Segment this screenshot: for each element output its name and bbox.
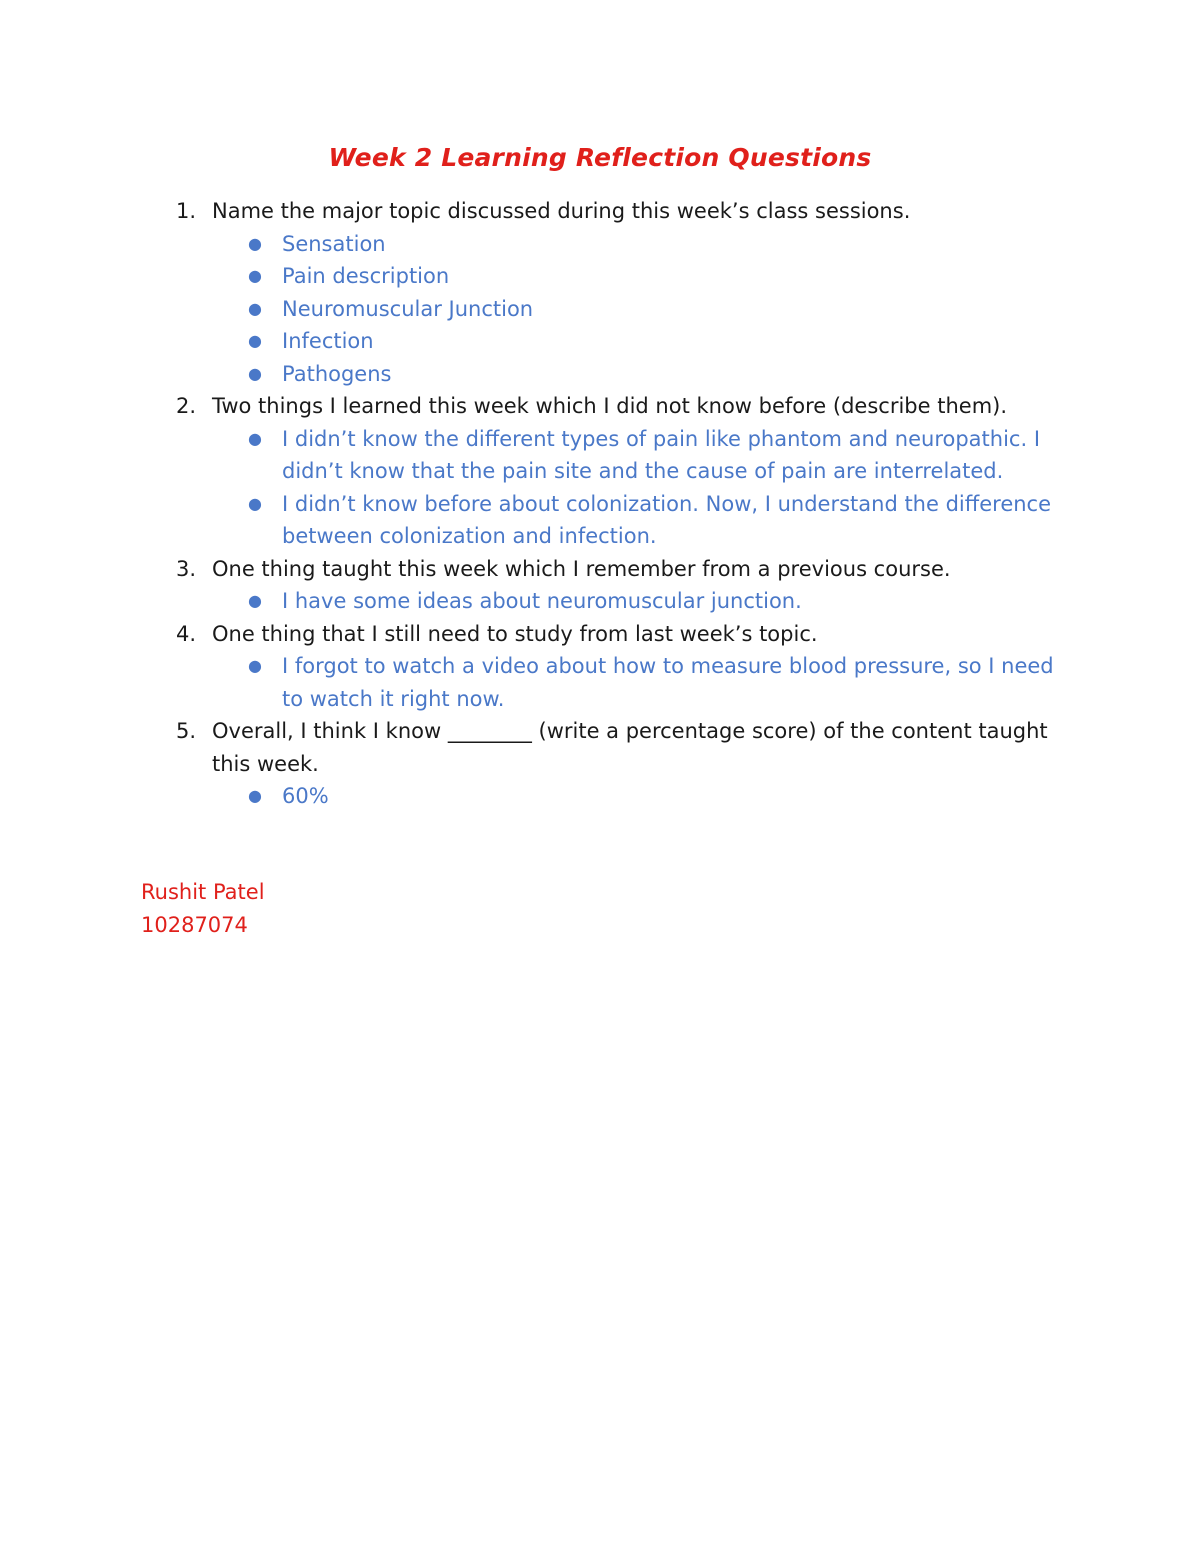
document-title: Week 2 Learning Reflection Questions — [328, 143, 872, 172]
answer-item — [170, 650, 1070, 715]
bullet-dot-icon: ● — [248, 591, 262, 610]
question-1 — [170, 195, 1070, 228]
answer-item — [170, 293, 1070, 326]
answer-item — [170, 488, 1070, 553]
bullet-dot-icon: ● — [248, 363, 262, 383]
answer-item — [170, 780, 1070, 813]
question-2 — [170, 390, 1070, 423]
bullet-dot-icon: ● — [248, 656, 262, 675]
answer-text: I forgot to watch a video about how to measure blood pressure, so I need to watch it right now. — [282, 654, 1054, 711]
question-number: 3. — [176, 556, 197, 581]
answer-text: I didn’t know the different types of pain like phantom and neuropathic. I didn’t know that the pain site and the cause of pain are interrelated. — [282, 426, 1041, 483]
answer-text: Neuromuscular Junction — [282, 296, 534, 321]
answer-item — [170, 325, 1070, 358]
answer-text: I have some ideas about neuromuscular junction. — [282, 589, 802, 613]
author-name: Rushit Patel — [141, 880, 265, 904]
answer-text: Pain description — [282, 264, 450, 288]
bullet-dot-icon: ● — [248, 428, 262, 448]
question-text: Two things I learned this week which I did not know before (describe them). — [212, 394, 1008, 418]
answer-item — [170, 358, 1070, 391]
question-number: 5. — [176, 719, 197, 743]
question-text: One thing taught this week which I remember from a previous course. — [212, 556, 951, 581]
answer-text: Infection — [282, 329, 374, 353]
bullet-dot-icon: ● — [248, 298, 262, 318]
answer-item — [170, 585, 1070, 618]
answer-list-2 — [170, 423, 1070, 553]
bullet-dot-icon: ● — [248, 233, 262, 253]
answer-item — [170, 423, 1070, 488]
question-4 — [170, 618, 1070, 651]
question-number: 1. — [176, 199, 197, 223]
bullet-dot-icon: ● — [248, 786, 262, 805]
bullet-dot-icon: ● — [248, 331, 262, 350]
answer-list-5 — [170, 780, 1070, 813]
answer-list-3 — [170, 585, 1070, 618]
answer-list-4 — [170, 650, 1070, 715]
answer-item — [170, 228, 1070, 261]
question-3 — [170, 553, 1070, 586]
question-text: One thing that I still need to study from last week’s topic. — [212, 621, 818, 646]
question-list — [170, 195, 1070, 813]
bullet-dot-icon: ● — [248, 493, 262, 513]
bullet-dot-icon: ● — [248, 266, 262, 285]
question-text: Overall, I think I know ________ (write a percentage score) of the content taught this week. — [212, 719, 1048, 776]
question-number: 2. — [176, 394, 197, 418]
question-5 — [170, 715, 1070, 780]
answer-text: I didn’t know before about colonization. Now, I understand the difference between colonization and infection. — [282, 491, 1052, 548]
answer-list-1 — [170, 228, 1070, 391]
answer-text: Sensation — [282, 231, 386, 256]
question-text: Name the major topic discussed during this week’s class sessions. — [212, 199, 911, 223]
student-id: 10287074 — [141, 912, 248, 937]
answer-text: Pathogens — [282, 361, 392, 386]
answer-text: 60% — [282, 784, 329, 808]
signature-block — [141, 876, 265, 941]
question-number: 4. — [176, 621, 197, 646]
answer-item — [170, 260, 1070, 293]
